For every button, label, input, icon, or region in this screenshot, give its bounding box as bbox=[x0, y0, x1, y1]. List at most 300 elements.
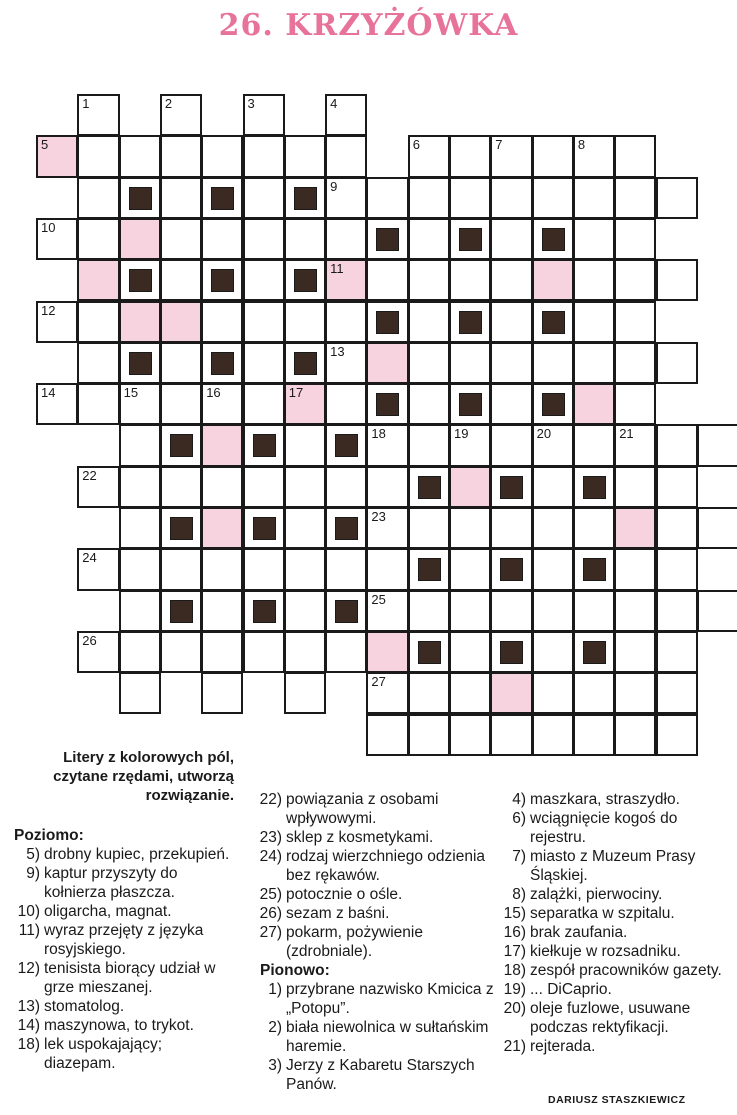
grid-cell[interactable] bbox=[573, 590, 615, 632]
clue-item bbox=[14, 864, 236, 902]
grid-cell[interactable] bbox=[325, 466, 367, 508]
grid-cell[interactable] bbox=[614, 135, 656, 177]
grid-cell[interactable] bbox=[614, 631, 656, 673]
grid-cell[interactable] bbox=[614, 424, 656, 466]
grid-highlight-cell[interactable] bbox=[284, 383, 326, 425]
grid-cell[interactable] bbox=[614, 714, 656, 756]
clue-item bbox=[500, 809, 726, 847]
grid-cell[interactable] bbox=[490, 714, 532, 756]
cell-number: 16 bbox=[206, 385, 221, 401]
grid-cell[interactable] bbox=[119, 672, 161, 714]
grid-cell[interactable] bbox=[201, 135, 243, 177]
grid-block-cell bbox=[284, 177, 326, 219]
grid-block-cell bbox=[532, 218, 574, 260]
clue-text: zespół pracowników gazety. bbox=[530, 962, 722, 979]
grid-cell[interactable] bbox=[449, 259, 491, 301]
grid-cell[interactable] bbox=[656, 548, 698, 590]
grid-cell[interactable] bbox=[284, 672, 326, 714]
grid-block-cell bbox=[408, 466, 450, 508]
grid-highlight-cell[interactable] bbox=[77, 259, 119, 301]
grid-block-cell bbox=[160, 590, 202, 632]
cell-number: 13 bbox=[330, 343, 345, 359]
grid-highlight-cell[interactable] bbox=[119, 218, 161, 260]
clue-text: biała niewolnica w sułtańskim haremie. bbox=[286, 1019, 489, 1055]
grid-cell[interactable] bbox=[490, 177, 532, 219]
grid-cell[interactable] bbox=[408, 507, 450, 549]
clue-text: pokarm, pożywienie (zdrobniale). bbox=[286, 924, 423, 960]
clue-item bbox=[14, 902, 236, 921]
clue-text: ... DiCaprio. bbox=[530, 981, 612, 998]
grid-cell[interactable] bbox=[243, 259, 285, 301]
clue-number: 21) bbox=[503, 1038, 526, 1055]
clue-text: stomatolog. bbox=[44, 998, 125, 1015]
grid-cell[interactable] bbox=[201, 590, 243, 632]
clue-item bbox=[14, 959, 236, 997]
clue-item bbox=[500, 904, 726, 923]
grid-cell[interactable] bbox=[77, 301, 119, 343]
grid-cell[interactable] bbox=[243, 177, 285, 219]
grid-cell[interactable] bbox=[366, 548, 408, 590]
clue-number: 26) bbox=[259, 905, 282, 922]
grid-cell[interactable] bbox=[366, 672, 408, 714]
clue-item bbox=[256, 980, 494, 1018]
grid-cell[interactable] bbox=[532, 342, 574, 384]
clue-text: zalążki, pierwociny. bbox=[530, 886, 663, 903]
cell-number: 14 bbox=[41, 385, 56, 401]
clue-text: separatka w szpitalu. bbox=[530, 905, 675, 922]
grid-highlight-cell[interactable] bbox=[573, 383, 615, 425]
grid-cell[interactable] bbox=[490, 259, 532, 301]
cell-number: 11 bbox=[330, 261, 344, 277]
grid-block-cell bbox=[243, 507, 285, 549]
grid-cell[interactable] bbox=[449, 672, 491, 714]
grid-cell[interactable] bbox=[614, 177, 656, 219]
clue-text: lek uspokajający; diazepam. bbox=[44, 1036, 163, 1072]
grid-cell[interactable] bbox=[160, 466, 202, 508]
grid-cell[interactable] bbox=[284, 424, 326, 466]
grid-cell[interactable] bbox=[160, 631, 202, 673]
grid-block-cell bbox=[119, 259, 161, 301]
grid-cell[interactable] bbox=[449, 177, 491, 219]
grid-cell[interactable] bbox=[573, 259, 615, 301]
grid-cell[interactable] bbox=[614, 548, 656, 590]
clue-text: sezam z baśni. bbox=[286, 905, 390, 922]
grid-highlight-cell[interactable] bbox=[160, 301, 202, 343]
grid-cell[interactable] bbox=[119, 466, 161, 508]
grid-cell[interactable] bbox=[325, 135, 367, 177]
grid-cell[interactable] bbox=[408, 218, 450, 260]
grid-cell[interactable] bbox=[284, 631, 326, 673]
grid-cell[interactable] bbox=[532, 714, 574, 756]
grid-cell[interactable] bbox=[366, 714, 408, 756]
clue-number: 20) bbox=[503, 1000, 526, 1017]
grid-cell[interactable] bbox=[449, 714, 491, 756]
grid-block-cell bbox=[160, 507, 202, 549]
grid-block-cell bbox=[201, 177, 243, 219]
grid-cell[interactable] bbox=[77, 342, 119, 384]
clue-text: tenisista biorący udział w grze mieszanej. bbox=[44, 960, 216, 996]
clue-number: 8) bbox=[512, 886, 526, 903]
grid-highlight-cell[interactable] bbox=[532, 259, 574, 301]
grid-block-cell bbox=[366, 218, 408, 260]
grid-cell[interactable] bbox=[408, 135, 450, 177]
grid-cell[interactable] bbox=[77, 135, 119, 177]
clue-text: Jerzy z Kabaretu Starszych Panów. bbox=[286, 1057, 475, 1093]
clue-number: 16) bbox=[503, 924, 526, 941]
grid-block-cell bbox=[243, 590, 285, 632]
clue-text: rodzaj wierzchniego odzienia bez rękawów. bbox=[286, 848, 486, 884]
grid-cell[interactable] bbox=[201, 466, 243, 508]
grid-block-cell bbox=[490, 631, 532, 673]
grid-cell[interactable] bbox=[656, 466, 698, 508]
cell-number: 6 bbox=[412, 137, 420, 153]
grid-cell[interactable] bbox=[449, 424, 491, 466]
cell-number: 4 bbox=[330, 96, 338, 111]
clue-number: 9) bbox=[26, 865, 40, 882]
cell-number: 10 bbox=[41, 219, 56, 235]
grid-cell[interactable] bbox=[532, 672, 574, 714]
grid-cell[interactable] bbox=[284, 135, 326, 177]
grid-cell[interactable] bbox=[77, 218, 119, 260]
grid-cell[interactable] bbox=[656, 424, 698, 466]
clue-item bbox=[14, 1016, 236, 1035]
grid-cell[interactable] bbox=[77, 466, 119, 508]
grid-highlight-cell[interactable] bbox=[366, 342, 408, 384]
grid-cell[interactable] bbox=[532, 135, 574, 177]
grid-cell[interactable] bbox=[532, 177, 574, 219]
grid-cell[interactable] bbox=[449, 507, 491, 549]
grid-block-cell bbox=[325, 507, 367, 549]
grid-cell[interactable] bbox=[573, 672, 615, 714]
grid-cell[interactable] bbox=[366, 466, 408, 508]
grid-cell[interactable] bbox=[366, 177, 408, 219]
grid-cell[interactable] bbox=[656, 672, 698, 714]
grid-cell[interactable] bbox=[366, 259, 408, 301]
clue-item bbox=[500, 790, 726, 809]
grid-cell[interactable] bbox=[656, 259, 698, 301]
grid-cell[interactable] bbox=[573, 507, 615, 549]
grid-cell[interactable] bbox=[243, 218, 285, 260]
cell-number: 1 bbox=[82, 96, 90, 111]
grid-cell[interactable] bbox=[325, 218, 367, 260]
clue-number: 13) bbox=[17, 998, 40, 1015]
grid-cell[interactable] bbox=[119, 424, 161, 466]
grid-cell[interactable] bbox=[160, 94, 202, 136]
clue-number: 10) bbox=[17, 903, 40, 920]
clue-item bbox=[14, 1035, 236, 1073]
grid-cell[interactable] bbox=[490, 342, 532, 384]
grid-cell[interactable] bbox=[77, 94, 119, 136]
cell-number: 22 bbox=[82, 467, 97, 483]
puzzle-title: 26. KRZYŻÓWKA bbox=[218, 8, 519, 43]
grid-cell[interactable] bbox=[160, 342, 202, 384]
grid-cell[interactable] bbox=[490, 424, 532, 466]
grid-cell[interactable] bbox=[490, 218, 532, 260]
grid-cell[interactable] bbox=[490, 590, 532, 632]
grid-cell[interactable] bbox=[614, 466, 656, 508]
author-credit: DARIUSZ STASZKIEWICZ bbox=[548, 1094, 686, 1106]
clue-item bbox=[14, 997, 236, 1016]
clue-text: oleje fuzlowe, usuwane podczas rektyfikacji. bbox=[530, 1000, 691, 1036]
grid-cell[interactable] bbox=[77, 383, 119, 425]
clue-item bbox=[256, 828, 494, 847]
grid-cell[interactable] bbox=[449, 548, 491, 590]
grid-cell[interactable] bbox=[201, 301, 243, 343]
grid-cell[interactable] bbox=[325, 177, 367, 219]
grid-highlight-cell[interactable] bbox=[36, 135, 78, 177]
grid-cell[interactable] bbox=[656, 177, 698, 219]
grid-cell[interactable] bbox=[656, 507, 698, 549]
grid-cell[interactable] bbox=[201, 218, 243, 260]
grid-cell[interactable] bbox=[532, 590, 574, 632]
grid-cell[interactable] bbox=[284, 301, 326, 343]
grid-cell[interactable] bbox=[36, 301, 78, 343]
grid-cell[interactable] bbox=[614, 383, 656, 425]
grid-cell[interactable] bbox=[490, 301, 532, 343]
grid-cell[interactable] bbox=[160, 259, 202, 301]
clue-number: 17) bbox=[503, 943, 526, 960]
grid-cell[interactable] bbox=[614, 301, 656, 343]
grid-cell[interactable] bbox=[119, 548, 161, 590]
grid-cell[interactable] bbox=[325, 383, 367, 425]
grid-cell[interactable] bbox=[77, 177, 119, 219]
grid-block-cell bbox=[284, 342, 326, 384]
grid-cell[interactable] bbox=[490, 507, 532, 549]
cell-number: 18 bbox=[371, 426, 386, 442]
grid-cell[interactable] bbox=[614, 590, 656, 632]
grid-highlight-cell[interactable] bbox=[614, 507, 656, 549]
grid-cell[interactable] bbox=[160, 548, 202, 590]
clue-number: 6) bbox=[512, 810, 526, 827]
grid-cell[interactable] bbox=[408, 590, 450, 632]
grid-cell[interactable] bbox=[408, 672, 450, 714]
grid-cell[interactable] bbox=[614, 672, 656, 714]
grid-block-cell bbox=[408, 631, 450, 673]
grid-cell[interactable] bbox=[201, 548, 243, 590]
clue-number: 7) bbox=[512, 848, 526, 865]
grid-cell[interactable] bbox=[408, 301, 450, 343]
grid-cell[interactable] bbox=[325, 342, 367, 384]
cell-number: 2 bbox=[164, 96, 173, 111]
clue-number: 14) bbox=[17, 1017, 40, 1034]
grid-block-cell bbox=[119, 177, 161, 219]
cell-number: 25 bbox=[371, 591, 386, 607]
grid-cell[interactable] bbox=[697, 424, 737, 466]
clue-text: potocznie o ośle. bbox=[286, 886, 403, 903]
grid-cell[interactable] bbox=[201, 383, 243, 425]
clue-item bbox=[256, 904, 494, 923]
cell-number: 24 bbox=[82, 550, 97, 566]
clue-text: przybrane nazwisko Kmicica z „Potopu”. bbox=[286, 981, 494, 1017]
grid-cell[interactable] bbox=[325, 548, 367, 590]
clue-item bbox=[256, 790, 494, 828]
grid-highlight-cell[interactable] bbox=[490, 672, 532, 714]
grid-cell[interactable] bbox=[160, 135, 202, 177]
grid-cell[interactable] bbox=[36, 218, 78, 260]
grid-cell[interactable] bbox=[614, 342, 656, 384]
grid-cell[interactable] bbox=[160, 383, 202, 425]
grid-cell[interactable] bbox=[243, 631, 285, 673]
grid-cell[interactable] bbox=[408, 383, 450, 425]
grid-block-cell bbox=[160, 424, 202, 466]
grid-cell[interactable] bbox=[325, 94, 367, 136]
grid-block-cell bbox=[408, 548, 450, 590]
cell-number: 12 bbox=[41, 302, 56, 318]
vertical-heading: Pionowo: bbox=[260, 962, 330, 979]
grid-cell[interactable] bbox=[408, 259, 450, 301]
clue-number: 23) bbox=[259, 829, 282, 846]
grid-cell[interactable] bbox=[119, 590, 161, 632]
grid-highlight-cell[interactable] bbox=[201, 507, 243, 549]
grid-cell[interactable] bbox=[532, 631, 574, 673]
grid-block-cell bbox=[201, 342, 243, 384]
horizontal-heading: Poziomo: bbox=[14, 827, 84, 844]
clue-text: maszkara, straszydło. bbox=[530, 791, 680, 808]
clue-number: 1) bbox=[268, 981, 282, 998]
clue-text: kaptur przyszyty do kołnierza płaszcza. bbox=[44, 865, 178, 901]
clue-item bbox=[500, 980, 726, 999]
grid-cell[interactable] bbox=[532, 507, 574, 549]
grid-cell[interactable] bbox=[573, 218, 615, 260]
grid-block-cell bbox=[532, 301, 574, 343]
grid-cell[interactable] bbox=[243, 94, 285, 136]
grid-cell[interactable] bbox=[408, 177, 450, 219]
grid-cell[interactable] bbox=[325, 301, 367, 343]
grid-block-cell bbox=[325, 424, 367, 466]
grid-cell[interactable] bbox=[408, 714, 450, 756]
grid-block-cell bbox=[366, 301, 408, 343]
grid-cell[interactable] bbox=[325, 631, 367, 673]
clue-number: 18) bbox=[17, 1036, 40, 1053]
instructions: Litery z kolorowych pól, czytane rzędami, utworzą rozwiązanie. bbox=[53, 749, 234, 804]
cell-number: 3 bbox=[247, 96, 255, 111]
grid-cell[interactable] bbox=[243, 548, 285, 590]
clue-number: 24) bbox=[259, 848, 282, 865]
cell-number: 26 bbox=[82, 632, 97, 648]
grid-highlight-cell[interactable] bbox=[325, 259, 367, 301]
grid-highlight-cell[interactable] bbox=[449, 466, 491, 508]
clue-text: powiązania z osobami wpływowymi. bbox=[286, 791, 439, 827]
grid-highlight-cell[interactable] bbox=[201, 424, 243, 466]
grid-cell[interactable] bbox=[532, 548, 574, 590]
clue-item bbox=[256, 847, 494, 885]
grid-block-cell bbox=[119, 342, 161, 384]
grid-cell[interactable] bbox=[532, 424, 574, 466]
grid-cell[interactable] bbox=[449, 631, 491, 673]
grid-cell[interactable] bbox=[573, 301, 615, 343]
grid-cell[interactable] bbox=[573, 342, 615, 384]
grid-cell[interactable] bbox=[201, 631, 243, 673]
clue-item bbox=[500, 999, 726, 1037]
grid-cell[interactable] bbox=[284, 590, 326, 632]
grid-cell[interactable] bbox=[614, 259, 656, 301]
grid-cell[interactable] bbox=[284, 507, 326, 549]
grid-cell[interactable] bbox=[656, 590, 698, 632]
clue-text: brak zaufania. bbox=[530, 924, 628, 941]
clue-item bbox=[256, 923, 494, 961]
grid-cell[interactable] bbox=[449, 590, 491, 632]
grid-cell[interactable] bbox=[36, 383, 78, 425]
cell-number: 20 bbox=[536, 426, 552, 442]
grid-cell[interactable] bbox=[490, 383, 532, 425]
grid-cell[interactable] bbox=[573, 177, 615, 219]
grid-cell[interactable] bbox=[449, 342, 491, 384]
grid-cell[interactable] bbox=[119, 507, 161, 549]
grid-block-cell bbox=[449, 301, 491, 343]
grid-block-cell bbox=[573, 631, 615, 673]
cell-number: 23 bbox=[371, 509, 386, 524]
clue-text: kiełkuje w rozsadniku. bbox=[530, 943, 681, 960]
grid-cell[interactable] bbox=[573, 424, 615, 466]
grid-cell[interactable] bbox=[243, 466, 285, 508]
cell-number: 17 bbox=[288, 385, 304, 401]
grid-cell[interactable] bbox=[656, 342, 698, 384]
clue-number: 15) bbox=[503, 905, 526, 922]
grid-cell[interactable] bbox=[77, 631, 119, 673]
grid-cell[interactable] bbox=[243, 135, 285, 177]
grid-cell[interactable] bbox=[160, 218, 202, 260]
cell-number: 15 bbox=[123, 385, 139, 401]
clues-column-3 bbox=[500, 790, 726, 1056]
clue-item bbox=[500, 961, 726, 980]
grid-cell[interactable] bbox=[243, 383, 285, 425]
clue-item bbox=[14, 921, 236, 959]
grid-cell[interactable] bbox=[284, 466, 326, 508]
grid-highlight-cell[interactable] bbox=[119, 301, 161, 343]
grid-cell[interactable] bbox=[201, 672, 243, 714]
clue-text: drobny kupiec, przekupień. bbox=[44, 846, 230, 863]
grid-cell[interactable] bbox=[532, 466, 574, 508]
grid-cell[interactable] bbox=[697, 507, 737, 549]
grid-cell[interactable] bbox=[614, 218, 656, 260]
grid-cell[interactable] bbox=[119, 135, 161, 177]
grid-cell[interactable] bbox=[119, 631, 161, 673]
grid-cell[interactable] bbox=[449, 135, 491, 177]
grid-cell[interactable] bbox=[160, 177, 202, 219]
clue-item bbox=[256, 1018, 494, 1056]
grid-block-cell bbox=[449, 218, 491, 260]
grid-cell[interactable] bbox=[656, 714, 698, 756]
grid-block-cell bbox=[243, 424, 285, 466]
clue-number: 5) bbox=[26, 846, 40, 863]
clue-item bbox=[500, 923, 726, 942]
grid-cell[interactable] bbox=[490, 135, 532, 177]
grid-cell[interactable] bbox=[243, 342, 285, 384]
grid-cell[interactable] bbox=[656, 631, 698, 673]
grid-block-cell bbox=[490, 466, 532, 508]
grid-cell[interactable] bbox=[119, 383, 161, 425]
cell-number: 19 bbox=[454, 426, 469, 442]
grid-block-cell bbox=[284, 259, 326, 301]
grid-cell[interactable] bbox=[408, 342, 450, 384]
grid-highlight-cell[interactable] bbox=[366, 631, 408, 673]
cell-number: 8 bbox=[577, 137, 586, 153]
grid-cell[interactable] bbox=[243, 301, 285, 343]
grid-cell[interactable] bbox=[573, 135, 615, 177]
grid-cell[interactable] bbox=[366, 507, 408, 549]
grid-block-cell bbox=[201, 259, 243, 301]
grid-cell[interactable] bbox=[77, 548, 119, 590]
grid-cell[interactable] bbox=[284, 218, 326, 260]
grid-cell[interactable] bbox=[366, 424, 408, 466]
grid-cell[interactable] bbox=[366, 590, 408, 632]
grid-cell[interactable] bbox=[573, 714, 615, 756]
clue-number: 25) bbox=[259, 886, 282, 903]
grid-cell[interactable] bbox=[284, 548, 326, 590]
clue-item bbox=[500, 885, 726, 904]
grid-cell[interactable] bbox=[408, 424, 450, 466]
grid-cell[interactable] bbox=[697, 590, 737, 632]
